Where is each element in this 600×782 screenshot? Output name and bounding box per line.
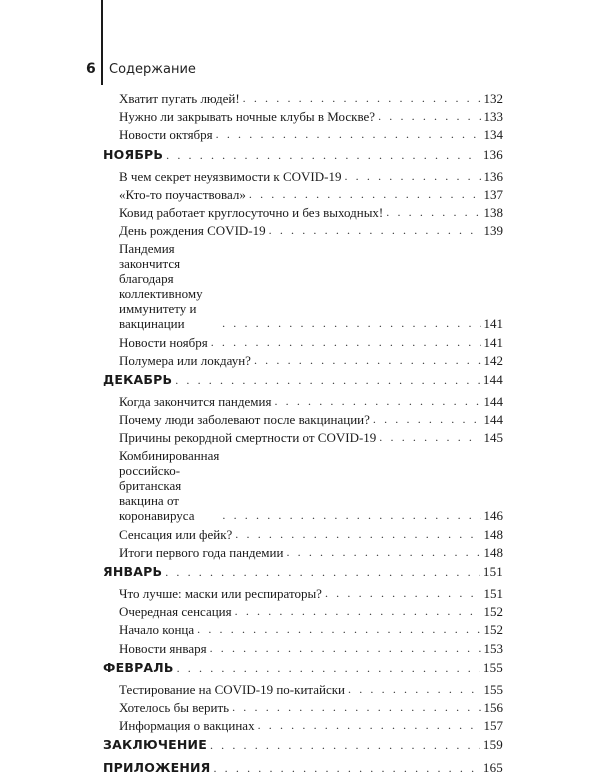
toc-dot-leader xyxy=(373,412,481,427)
toc-entry-title: Нужно ли закрывать ночные клубы в Москве? xyxy=(119,109,376,125)
toc-section[interactable] xyxy=(103,736,503,754)
toc-page-number: 132 xyxy=(483,91,503,106)
toc-entry-title: В чем секрет неуязвимости к COVID-19 xyxy=(119,168,342,184)
toc-page-number: 151 xyxy=(482,564,503,579)
toc-entry[interactable] xyxy=(103,187,503,202)
toc-entry-title: Почему люди заболевают после вакцинации? xyxy=(119,412,370,428)
toc-dot-leader xyxy=(249,187,481,202)
toc-entry-title: Итоги первого года пандемии xyxy=(119,544,284,560)
toc-entry[interactable] xyxy=(103,241,503,331)
toc-dot-leader xyxy=(344,169,480,184)
toc-page-number: 155 xyxy=(482,659,503,675)
toc-entry[interactable] xyxy=(103,353,503,368)
toc-dot-leader xyxy=(269,223,481,238)
toc-section[interactable] xyxy=(103,759,503,777)
toc-entry[interactable] xyxy=(103,682,503,697)
toc-section[interactable] xyxy=(103,563,503,581)
toc-entry-title: Когда закончится пандемия xyxy=(119,393,272,409)
toc-page-number: 155 xyxy=(483,681,503,697)
toc-entry[interactable] xyxy=(103,641,503,656)
toc-entry-title: Новости января xyxy=(119,640,207,656)
toc-entry-title: Очередная сенсация xyxy=(119,604,232,620)
toc-section[interactable] xyxy=(103,146,503,164)
toc-page-number: 137 xyxy=(483,186,503,202)
toc-dot-leader xyxy=(325,586,481,601)
toc-dot-leader xyxy=(258,718,481,733)
toc-entry-title: Комбинированная российско-британская вакцина от коронавируса xyxy=(119,448,220,524)
toc-page-number: 133 xyxy=(483,109,503,125)
toc-dot-leader xyxy=(348,682,480,697)
toc-page-number: 136 xyxy=(482,146,503,162)
toc-dot-leader xyxy=(274,394,480,409)
toc-page-number: 142 xyxy=(483,352,503,368)
toc-section-title: ЗАКЛЮЧЕНИЕ xyxy=(103,737,207,753)
toc-page-number: 136 xyxy=(483,168,503,184)
toc-entry-title: Начало конца xyxy=(119,622,195,638)
toc-entry[interactable] xyxy=(103,169,503,184)
toc-entry[interactable] xyxy=(103,205,503,220)
toc-entry[interactable] xyxy=(103,622,503,637)
toc-entry[interactable] xyxy=(103,91,503,106)
page-number: 6 xyxy=(86,61,96,77)
toc-section-title: ФЕВРАЛЬ xyxy=(103,659,174,675)
toc-page-number: 144 xyxy=(483,412,503,428)
toc-section-title: НОЯБРЬ xyxy=(103,146,164,162)
toc-page-number: 134 xyxy=(483,127,503,143)
toc-page-number: 138 xyxy=(483,204,503,220)
toc-dot-leader xyxy=(379,430,480,445)
toc-entry-title: День рождения COVID-19 xyxy=(119,223,266,239)
toc-entry-title: Что лучше: маски или респираторы? xyxy=(119,586,322,601)
toc-page-number: 152 xyxy=(483,622,503,638)
toc-dot-leader xyxy=(166,146,480,164)
toc-dot-leader xyxy=(177,659,480,677)
toc-section[interactable] xyxy=(103,371,503,389)
toc-page-number: 144 xyxy=(483,393,503,409)
toc-dot-leader xyxy=(210,641,481,656)
toc-section-title: ДЕКАБРЬ xyxy=(103,371,173,387)
toc-dot-leader xyxy=(378,109,480,124)
toc-entry-title: Тестирование на COVID-19 по-китайски xyxy=(119,681,346,697)
toc-dot-leader xyxy=(213,759,479,777)
table-of-contents xyxy=(103,91,503,782)
toc-entry-title: Сенсация или фейк? xyxy=(119,526,233,542)
toc-entry-title: Новости октября xyxy=(119,127,213,143)
toc-dot-leader xyxy=(216,127,481,142)
toc-entry[interactable] xyxy=(103,545,503,560)
toc-page-number: 151 xyxy=(483,586,503,601)
toc-entry[interactable] xyxy=(103,412,503,427)
toc-page-number: 144 xyxy=(482,371,503,387)
toc-dot-leader xyxy=(165,563,480,581)
toc-entry[interactable] xyxy=(103,448,503,523)
toc-dot-leader xyxy=(243,91,481,106)
toc-entry-title: Пандемия закончится благодаря коллективному иммунитету и вакцинации xyxy=(119,241,203,332)
toc-page-number: 152 xyxy=(483,604,503,620)
toc-page-number: 146 xyxy=(483,508,503,524)
toc-page-number: 145 xyxy=(483,430,503,446)
running-head: Содержание xyxy=(109,62,196,77)
toc-page-number: 141 xyxy=(483,316,503,332)
toc-section-title: ПРИЛОЖЕНИЯ xyxy=(103,760,211,776)
toc-entry[interactable] xyxy=(103,394,503,409)
toc-page-number: 148 xyxy=(483,526,503,542)
toc-entry-title: Ковид работает круглосуточно и без выходных! xyxy=(119,204,384,220)
toc-page-number: 156 xyxy=(483,699,503,715)
toc-entry[interactable] xyxy=(103,109,503,124)
toc-entry-title: Информация о вакцинах xyxy=(119,718,255,734)
toc-dot-leader xyxy=(235,527,480,542)
toc-entry[interactable] xyxy=(103,604,503,619)
toc-dot-leader xyxy=(210,736,480,754)
toc-page-number: 165 xyxy=(482,760,503,776)
toc-entry[interactable] xyxy=(103,335,503,350)
toc-dot-leader xyxy=(222,508,480,523)
toc-section-title: ЯНВАРЬ xyxy=(103,564,163,579)
toc-dot-leader xyxy=(286,545,480,560)
toc-page-number: 148 xyxy=(483,544,503,560)
toc-page-number: 159 xyxy=(482,737,503,753)
toc-entry[interactable] xyxy=(103,700,503,715)
toc-dot-leader xyxy=(386,205,480,220)
toc-dot-leader xyxy=(197,622,480,637)
header-vertical-rule xyxy=(101,0,103,85)
toc-dot-leader xyxy=(175,371,480,389)
toc-dot-leader xyxy=(232,700,480,715)
toc-entry[interactable] xyxy=(103,430,503,445)
toc-entry-title: «Кто-то поучаствовал» xyxy=(119,186,246,202)
toc-dot-leader xyxy=(211,335,481,350)
toc-entry-title: Новости ноября xyxy=(119,334,208,350)
toc-page-number: 157 xyxy=(483,718,503,734)
toc-dot-leader xyxy=(222,316,480,331)
toc-entry[interactable] xyxy=(103,223,503,238)
toc-section[interactable] xyxy=(103,659,503,677)
toc-entry[interactable] xyxy=(103,718,503,733)
toc-page-number: 153 xyxy=(483,640,503,656)
toc-entry-title: Полумера или локдаун? xyxy=(119,352,251,368)
toc-entry-title: Хотелось бы верить xyxy=(119,699,230,715)
toc-page-number: 139 xyxy=(483,223,503,239)
toc-entry[interactable] xyxy=(103,586,503,601)
toc-page-number: 141 xyxy=(483,334,503,350)
toc-dot-leader xyxy=(254,353,481,368)
toc-entry[interactable] xyxy=(103,527,503,542)
toc-entry-title: Хватит пугать людей! xyxy=(119,91,240,106)
toc-entry-title: Причины рекордной смертности от COVID-19 xyxy=(119,430,377,446)
toc-entry[interactable] xyxy=(103,127,503,142)
toc-dot-leader xyxy=(235,604,481,619)
